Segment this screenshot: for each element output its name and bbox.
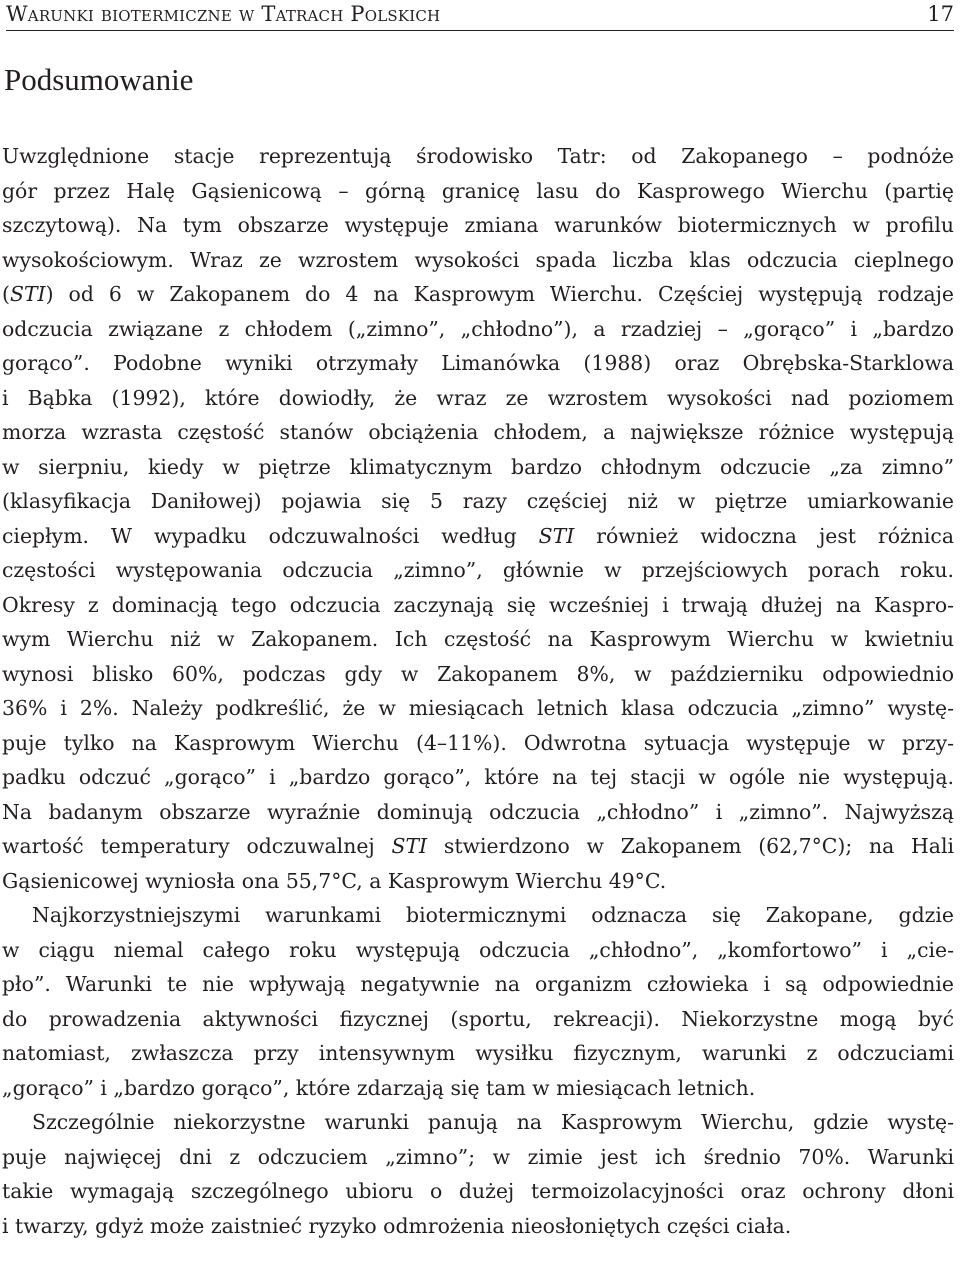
text-line: do prowadzenia aktywności fizycznej (sportu, rekreacji). Niekorzystne mogą być (2, 1006, 954, 1031)
text-line: i twarzy, gdyż może zaistnieć ryzyko odmrożenia nieosłoniętych części ciała. (2, 1213, 792, 1238)
running-title: Warunki biotermiczne w Tatrach Polskich (6, 2, 441, 26)
text-line: Okresy z dominacją tego odczucia zaczynają się wcześniej i trwają dłużej na Kaspro- (2, 592, 954, 617)
text-line: gorąco”. Podobne wyniki otrzymały Limanówka (1988) oraz Obrębska-Starklowa (2, 351, 954, 375)
text-line: takie wymagają szczególnego ubioru o dużej termoizolacyjności oraz ochrony dłoni (2, 1179, 954, 1203)
text-line: Uwzględnione stacje reprezentują środowisko Tatr: od Zakopanego – podnóże (2, 144, 954, 168)
text-line: puje najwięcej dni z odczuciem „zimno”; w zimie jest ich średnio 70%. Warunki (2, 1144, 954, 1169)
text-line: i Bąbka (1992), które dowiodły, że wraz ze wzrostem wysokości nad poziomem (2, 385, 954, 410)
paragraph-3 (2, 1105, 954, 1243)
text-line: 36% i 2%. Należy podkreślić, że w miesiącach letnich klasa odczucia „zimno” wystę- (2, 696, 954, 720)
text-line: Szczególnie niekorzystne warunki panują na Kasprowym Wierchu, gdzie wystę- (32, 1110, 954, 1134)
page-number: 17 (927, 2, 954, 26)
text-line: wartość temperatury odczuwalnej STI stwierdzono w Zakopanem (62,7°C); na Hali (2, 834, 954, 858)
running-header (6, 0, 954, 31)
text-line: pło”. Warunki te nie wpływają negatywnie na organizm człowieka i są odpowiednie (2, 972, 954, 996)
text-line: Gąsienicowej wyniosła ona 55,7°C, a Kasprowym Wierchu 49°C. (2, 868, 667, 893)
text-line: (STI) od 6 w Zakopanem do 4 na Kasprowym Wierchu. Częściej występują rodzaje (2, 282, 954, 306)
text-line: puje tylko na Kasprowym Wierchu (4–11%). Odwrotna sytuacja występuje w przy- (2, 730, 954, 755)
text-line: „gorąco” i „bardzo gorąco”, które zdarzają się tam w miesiącach letnich. (2, 1075, 756, 1100)
text-line: padku odczuć „gorąco” i „bardzo gorąco”, które na tej stacji w ogóle nie występują. (2, 765, 954, 789)
text-line: odczucia związane z chłodem („zimno”, „chłodno”), a rzadziej – „gorąco” i „bardzo (2, 316, 954, 341)
paragraph-1 (2, 139, 954, 898)
text-line: częstości występowania odczucia „zimno”, głównie w przejściowych porach roku. (2, 558, 954, 582)
body-text (2, 139, 954, 1243)
text-line: w sierpniu, kiedy w piętrze klimatycznym bardzo chłodnym odczucie „za zimno” (2, 454, 954, 479)
text-line: wysokościowym. Wraz ze wzrostem wysokości spada liczba klas odczucia cieplnego (2, 247, 954, 272)
text-line: Najkorzystniejszymi warunkami biotermicznymi odznacza się Zakopane, gdzie (32, 903, 954, 927)
section-heading: Podsumowanie (4, 62, 194, 97)
text-line: (klasyfikacja Daniłowej) pojawia się 5 razy częściej niż w piętrze umiarkowanie (2, 489, 954, 513)
text-line: natomiast, zwłaszcza przy intensywnym wysiłku fizycznym, warunki z odczuciami (2, 1041, 954, 1065)
text-line: Na badanym obszarze wyraźnie dominują odczucia „chłodno” i „zimno”. Najwyższą (2, 799, 954, 824)
text-line: ciepłym. W wypadku odczuwalności według STI również widoczna jest różnica (2, 523, 954, 548)
text-line: szczytową). Na tym obszarze występuje zmiana warunków biotermicznych w profilu (2, 213, 954, 237)
text-line: wynosi blisko 60%, podczas gdy w Zakopanem 8%, w październiku odpowiednio (2, 661, 954, 686)
text-line: morza wzrasta częstość stanów obciążenia chłodem, a największe różnice występują (2, 420, 954, 444)
text-line: wym Wierchu niż w Zakopanem. Ich częstość na Kasprowym Wierchu w kwietniu (2, 627, 954, 651)
text-line: w ciągu niemal całego roku występują odczucia „chłodno”, „komfortowo” i „cie- (2, 937, 954, 962)
text-line: gór przez Halę Gąsienicową – górną granicę lasu do Kasprowego Wierchu (partię (2, 178, 954, 203)
paragraph-2 (2, 898, 954, 1105)
